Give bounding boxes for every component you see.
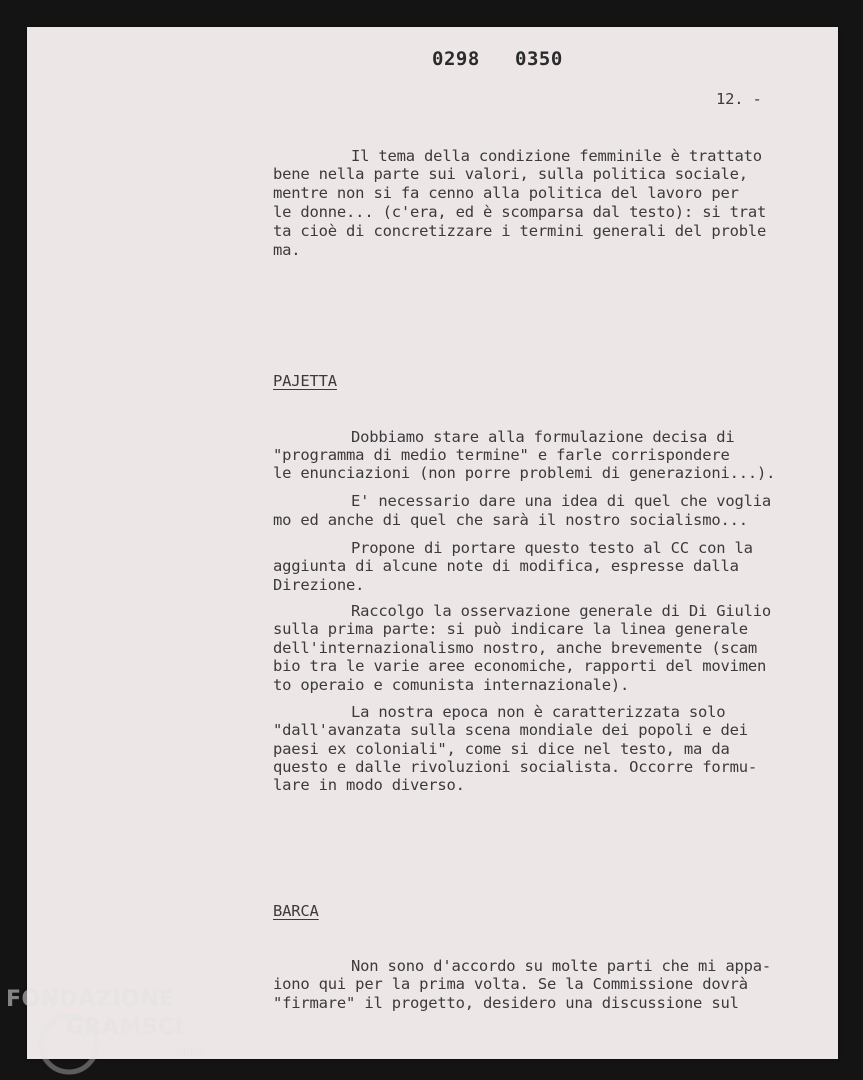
pajetta-line: Raccolgo la osservazione generale di Di Giulio bbox=[351, 602, 772, 620]
logo-text-gramsci: GRAMSCI bbox=[66, 1015, 184, 1040]
intro-line: le donne... (c'era, ed è scomparsa dal testo): si trat bbox=[273, 203, 767, 221]
page-number: 12. - bbox=[716, 90, 762, 108]
fondazione-gramsci-logo bbox=[6, 985, 226, 1080]
pajetta-line: to operaio e comunista internazionale). bbox=[273, 676, 630, 694]
pajetta-line: sulla prima parte: si può indicare la linea generale bbox=[273, 620, 748, 638]
archive-number-right: 0350 bbox=[515, 48, 563, 70]
pajetta-line: questo e dalle rivoluzioni socialista. Occorre formu- bbox=[273, 758, 757, 776]
barca-line: "firmare" il progetto, desidero una discussione sul bbox=[273, 994, 739, 1012]
pajetta-line: Direzione. bbox=[273, 576, 365, 594]
pajetta-line: mo ed anche di quel che sarà il nostro socialismo... bbox=[273, 511, 748, 529]
speaker-heading-barca: BARCA bbox=[273, 902, 319, 920]
intro-line: bene nella parte sui valori, sulla politica sociale, bbox=[273, 165, 748, 183]
pajetta-line: Dobbiamo stare alla formulazione decisa di bbox=[351, 428, 735, 446]
barca-line: Non sono d'accordo su molte parti che mi appa- bbox=[351, 957, 772, 975]
pajetta-line: "dall'avanzata sulla scena mondiale dei popoli e dei bbox=[273, 721, 748, 739]
pajetta-line: paesi ex coloniali", come si dice nel testo, ma da bbox=[273, 740, 730, 758]
speaker-heading-pajetta: PAJETTA bbox=[273, 372, 337, 390]
pajetta-line: "programma di medio termine" e farle corrispondere bbox=[273, 446, 730, 464]
pajetta-line: bio tra le varie aree economiche, rapporti del movimen bbox=[273, 657, 767, 675]
pajetta-line: E' necessario dare una idea di quel che voglia bbox=[351, 492, 772, 510]
intro-line: ma. bbox=[273, 241, 301, 259]
pajetta-line: dell'internazionalismo nostro, anche brevemente (scam bbox=[273, 639, 757, 657]
intro-line: ta cioè di concretizzare i termini generali del proble bbox=[273, 222, 767, 240]
logo-text-fondazione: FONDAZIONE bbox=[6, 987, 175, 1012]
intro-line: mentre non si fa cenno alla politica del lavoro per bbox=[273, 184, 739, 202]
pajetta-line: Propone di portare questo testo al CC con la bbox=[351, 539, 753, 557]
pajetta-line: aggiunta di alcune note di modifica, espresse dalla bbox=[273, 557, 739, 575]
logo-text-onlus: onlus bbox=[176, 1045, 206, 1058]
intro-line: Il tema della condizione femminile è trattato bbox=[351, 147, 762, 165]
pajetta-line: La nostra epoca non è caratterizzata solo bbox=[351, 703, 726, 721]
barca-line: iono qui per la prima volta. Se la Commissione dovrà bbox=[273, 975, 748, 993]
pajetta-line: le enunciazioni (non porre problemi di generazioni...). bbox=[273, 464, 776, 482]
archive-number-left: 0298 bbox=[432, 48, 480, 70]
pajetta-line: lare in modo diverso. bbox=[273, 776, 465, 794]
